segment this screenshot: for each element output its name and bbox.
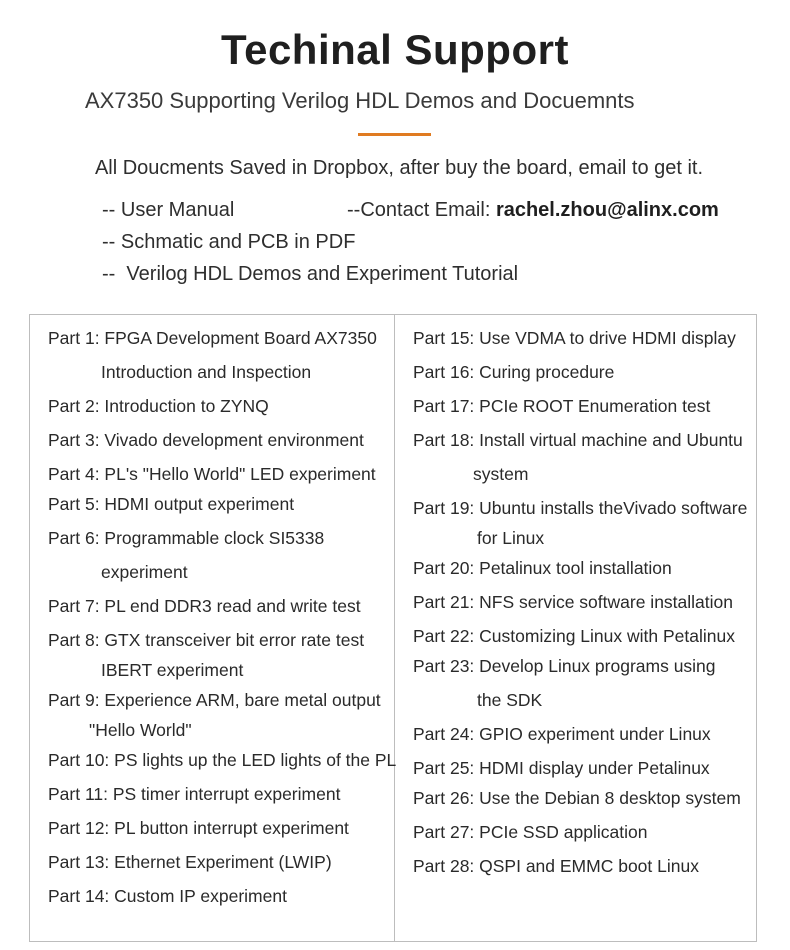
- part-item: Part 20: Petalinux tool installation: [413, 558, 672, 578]
- part-item: Part 13: Ethernet Experiment (LWIP): [48, 852, 332, 872]
- part-item: Part 6: Programmable clock SI5338: [48, 528, 325, 548]
- part-item: Part 9: Experience ARM, bare metal output: [48, 690, 381, 710]
- table-column-divider: [394, 314, 395, 942]
- part-item: Part 21: NFS service software installation: [413, 592, 733, 612]
- part-item-continued: "Hello World": [89, 720, 192, 740]
- part-item: Part 19: Ubuntu installs theVivado software: [413, 498, 748, 518]
- part-item: Part 3: Vivado development environment: [48, 430, 364, 450]
- doc-item-schematic: -- Schmatic and PCB in PDF: [102, 231, 356, 253]
- part-item: Part 15: Use VDMA to drive HDMI display: [413, 328, 736, 348]
- part-item: Part 7: PL end DDR3 read and write test: [48, 596, 361, 616]
- part-item: Part 10: PS lights up the LED lights of the PL: [48, 750, 397, 770]
- part-item-continued: the SDK: [477, 690, 543, 710]
- part-item-continued: Introduction and Inspection: [101, 362, 312, 382]
- contact-email[interactable]: rachel.zhou@alinx.com: [495, 199, 719, 221]
- doc-item-user-manual: -- User Manual: [102, 199, 235, 221]
- part-item-continued: for Linux: [477, 528, 545, 548]
- part-item: Part 27: PCIe SSD application: [413, 822, 648, 842]
- part-item: Part 28: QSPI and EMMC boot Linux: [413, 856, 699, 876]
- part-item-continued: IBERT experiment: [101, 660, 244, 680]
- part-item: Part 2: Introduction to ZYNQ: [48, 396, 269, 416]
- contact-label: --Contact Email:: [347, 199, 496, 221]
- part-item: Part 17: PCIe ROOT Enumeration test: [413, 396, 711, 416]
- part-item: Part 4: PL's "Hello World" LED experiment: [48, 464, 376, 484]
- part-item-continued: experiment: [101, 562, 188, 582]
- part-item: Part 22: Customizing Linux with Petalinux: [413, 626, 735, 646]
- doc-item-verilog-demos: -- Verilog HDL Demos and Experiment Tutorial: [102, 263, 519, 285]
- contact-email-line: [347, 199, 719, 222]
- intro-text: All Doucments Saved in Dropbox, after buy the board, email to get it.: [94, 157, 704, 179]
- part-item: Part 1: FPGA Development Board AX7350: [48, 328, 377, 348]
- part-item: Part 11: PS timer interrupt experiment: [48, 784, 341, 804]
- part-item: Part 12: PL button interrupt experiment: [48, 818, 349, 838]
- part-item: Part 18: Install virtual machine and Ubuntu: [413, 430, 743, 450]
- part-item-continued: system: [473, 464, 529, 484]
- part-item: Part 23: Develop Linux programs using: [413, 656, 716, 676]
- part-item: Part 24: GPIO experiment under Linux: [413, 724, 711, 744]
- page-title: Techinal Support: [221, 26, 569, 73]
- part-item: Part 8: GTX transceiver bit error rate test: [48, 630, 365, 650]
- part-item: Part 26: Use the Debian 8 desktop system: [413, 788, 741, 808]
- part-item: Part 25: HDMI display under Petalinux: [413, 758, 710, 778]
- part-item: Part 16: Curing procedure: [413, 362, 615, 382]
- page-subtitle: AX7350 Supporting Verilog HDL Demos and Docuemnts: [85, 88, 635, 113]
- title-divider: [358, 133, 431, 136]
- part-item: Part 14: Custom IP experiment: [48, 886, 287, 906]
- part-item: Part 5: HDMI output experiment: [48, 494, 295, 514]
